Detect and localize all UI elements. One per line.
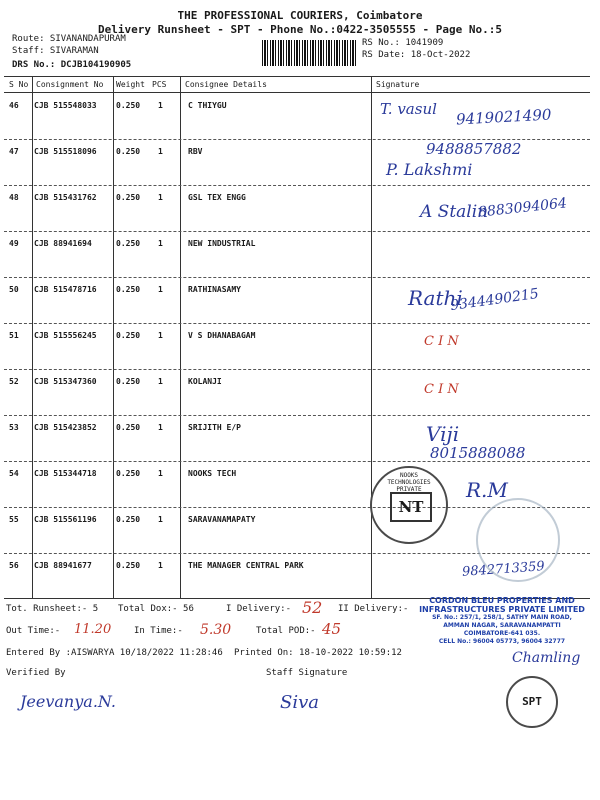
- col-header-sno: S No: [9, 80, 29, 89]
- row53-phone: 8015888088: [430, 444, 526, 462]
- col-header-pcs: PCS: [152, 80, 167, 89]
- row-consignee: V S DHANABAGAM: [188, 331, 256, 340]
- row46-signature-name: T. vasul: [380, 100, 437, 118]
- row-pcs: 1: [158, 193, 163, 202]
- row-weight: 0.250: [116, 561, 141, 570]
- row-weight: 0.250: [116, 377, 141, 386]
- row-sno: 48: [9, 193, 19, 202]
- row-consignee: THE MANAGER CENTRAL PARK: [188, 561, 304, 570]
- row-sno: 47: [9, 147, 19, 156]
- row-weight: 0.250: [116, 239, 141, 248]
- row46-phone: 9419021490: [455, 105, 552, 129]
- row-consignee: SRIJITH E/P: [188, 423, 241, 432]
- row-consignee: RATHINASAMY: [188, 285, 241, 294]
- col-header-signature: Signature: [376, 80, 420, 89]
- ii-delivery-label: II Delivery:-: [338, 604, 409, 614]
- row-consignment-no: CJB 515431762: [34, 193, 97, 202]
- stamp-line-3: SF. No.: 257/1, 258/1, SATHY MAIN ROAD,: [432, 614, 572, 621]
- row-weight: 0.250: [116, 193, 141, 202]
- in-time-label: In Time:-: [134, 626, 183, 636]
- row-pcs: 1: [158, 423, 163, 432]
- col-header-weight: Weight: [116, 80, 145, 89]
- row50-signature: Rathi: [408, 286, 463, 310]
- row-consignee: RBV: [188, 147, 203, 156]
- out-time-label: Out Time:-: [6, 626, 61, 636]
- row-pcs: 1: [158, 331, 163, 340]
- row-sno: 50: [9, 285, 19, 294]
- row-pcs: 1: [158, 377, 163, 386]
- printed-on: Printed On: 18-10-2022 10:59:12: [234, 648, 402, 658]
- i-delivery-label: I Delivery:-: [226, 604, 292, 614]
- row-pcs: 1: [158, 285, 163, 294]
- row48-phone: 8883094064: [477, 195, 568, 221]
- spt-seal: SPT: [506, 676, 558, 728]
- stamp-signature: Chamling: [512, 650, 581, 666]
- table-row: [4, 231, 590, 277]
- row-consignment-no: CJB 515556245: [34, 331, 97, 340]
- table-row: [4, 323, 590, 369]
- row-consignment-no: CJB 515561196: [34, 515, 97, 524]
- row-weight: 0.250: [116, 101, 141, 110]
- row-sno: 46: [9, 101, 19, 110]
- col-header-consignment: Consignment No: [36, 80, 104, 89]
- stamp-line-5: COIMBATORE-641 035.: [463, 630, 541, 637]
- verified-by-signature: Jeevanya.N.: [20, 692, 116, 711]
- row56-phone: 9842713359: [461, 559, 546, 580]
- row-consignment-no: CJB 88941694: [34, 239, 92, 248]
- row-sno: 49: [9, 239, 19, 248]
- row-sno: 55: [9, 515, 19, 524]
- row-sno: 52: [9, 377, 19, 386]
- row-sno: 56: [9, 561, 19, 570]
- row-consignment-no: CJB 88941677: [34, 561, 92, 570]
- row-sno: 53: [9, 423, 19, 432]
- row-weight: 0.250: [116, 285, 141, 294]
- staff-label: Staff: SIVARAMAN: [12, 46, 99, 56]
- staff-signature: Siva: [280, 692, 319, 713]
- runsheet-subtitle: Delivery Runsheet - SPT - Phone No.:0422-3505555 - Page No.:5: [98, 23, 502, 36]
- row-pcs: 1: [158, 101, 163, 110]
- nooks-seal: [370, 466, 448, 544]
- row-consignment-no: CJB 515347360: [34, 377, 97, 386]
- table-top-border: [4, 76, 590, 77]
- stamp-line-1: CORDON BLEU PROPERTIES AND: [429, 596, 575, 605]
- row-consignment-no: CJB 515423852: [34, 423, 97, 432]
- in-time-value: 5.30: [200, 622, 232, 638]
- row-consignment-no: CJB 515478716: [34, 285, 97, 294]
- i-delivery-value: 52: [302, 598, 323, 617]
- barcode: [262, 40, 358, 66]
- rs-date: RS Date: 18-Oct-2022: [362, 50, 471, 60]
- row-sno: 54: [9, 469, 19, 478]
- row47-signature-name: P. Lakshmi: [386, 160, 473, 179]
- stamp-line-4: AMMAN NAGAR, SARAVANAMPATTI: [443, 622, 561, 629]
- company-round-seal: [476, 498, 560, 582]
- entered-by: Entered By :AISWARYA 10/18/2022 11:28:46: [6, 648, 223, 658]
- row-consignment-no: CJB 515344718: [34, 469, 97, 478]
- verified-by-label: Verified By: [6, 668, 66, 678]
- drs-number: DRS No.: DCJB104190905: [12, 60, 132, 70]
- table-row: [4, 369, 590, 415]
- total-pod-value: 45: [322, 620, 342, 638]
- row-weight: 0.250: [116, 469, 141, 478]
- row-weight: 0.250: [116, 147, 141, 156]
- col-header-consignee: Consignee Details: [185, 80, 267, 89]
- out-time-value: 11.20: [74, 622, 112, 637]
- company-title: THE PROFESSIONAL COURIERS, Coimbatore: [177, 9, 423, 22]
- row-consignee: C THIYGU: [188, 101, 227, 110]
- row-consignee: GSL TEX ENGG: [188, 193, 246, 202]
- cordon-bleu-stamp: [408, 596, 596, 646]
- row-pcs: 1: [158, 147, 163, 156]
- rs-number: RS No.: 1041909: [362, 38, 444, 48]
- row52-note: C I N: [424, 382, 459, 397]
- row47-phone: 9488857882: [426, 140, 522, 158]
- total-runsheet: Tot. Runsheet:- 5: [6, 604, 99, 614]
- row-consignee: NOOKS TECH: [188, 469, 237, 478]
- row-consignee: NEW INDUSTRIAL: [188, 239, 256, 248]
- row-consignee: SARAVANAMAPATY: [188, 515, 256, 524]
- row-weight: 0.250: [116, 515, 141, 524]
- row-weight: 0.250: [116, 331, 141, 340]
- row48-signature: A Stalin: [420, 202, 489, 222]
- row-consignment-no: CJB 515548033: [34, 101, 97, 110]
- staff-signature-label: Staff Signature: [266, 668, 348, 678]
- stamp-line-6: CELL No.: 96004 05773, 96004 32777: [438, 638, 566, 645]
- row54-signature: R.M: [466, 478, 508, 502]
- total-pod-label: Total POD:-: [256, 626, 316, 636]
- row-pcs: 1: [158, 239, 163, 248]
- row51-note: C I N: [424, 334, 459, 349]
- row-pcs: 1: [158, 561, 163, 570]
- row-pcs: 1: [158, 515, 163, 524]
- row53-signature: Viji: [426, 422, 460, 446]
- row-pcs: 1: [158, 469, 163, 478]
- total-dox: Total Dox:- 56: [118, 604, 194, 614]
- row-consignment-no: CJB 515518096: [34, 147, 97, 156]
- nooks-seal-logo: NT: [390, 492, 432, 522]
- route-label: Route: SIVANANDAPURAM: [12, 34, 126, 44]
- row-consignee: KOLANJI: [188, 377, 222, 386]
- row-sno: 51: [9, 331, 19, 340]
- row-weight: 0.250: [116, 423, 141, 432]
- row50-phone: 9344490215: [449, 285, 540, 315]
- nooks-seal-ring-text: NOOKS TECHNOLOGIES PRIVATE: [387, 472, 431, 493]
- stamp-line-2: INFRASTRUCTURES PRIVATE LIMITED: [419, 605, 585, 614]
